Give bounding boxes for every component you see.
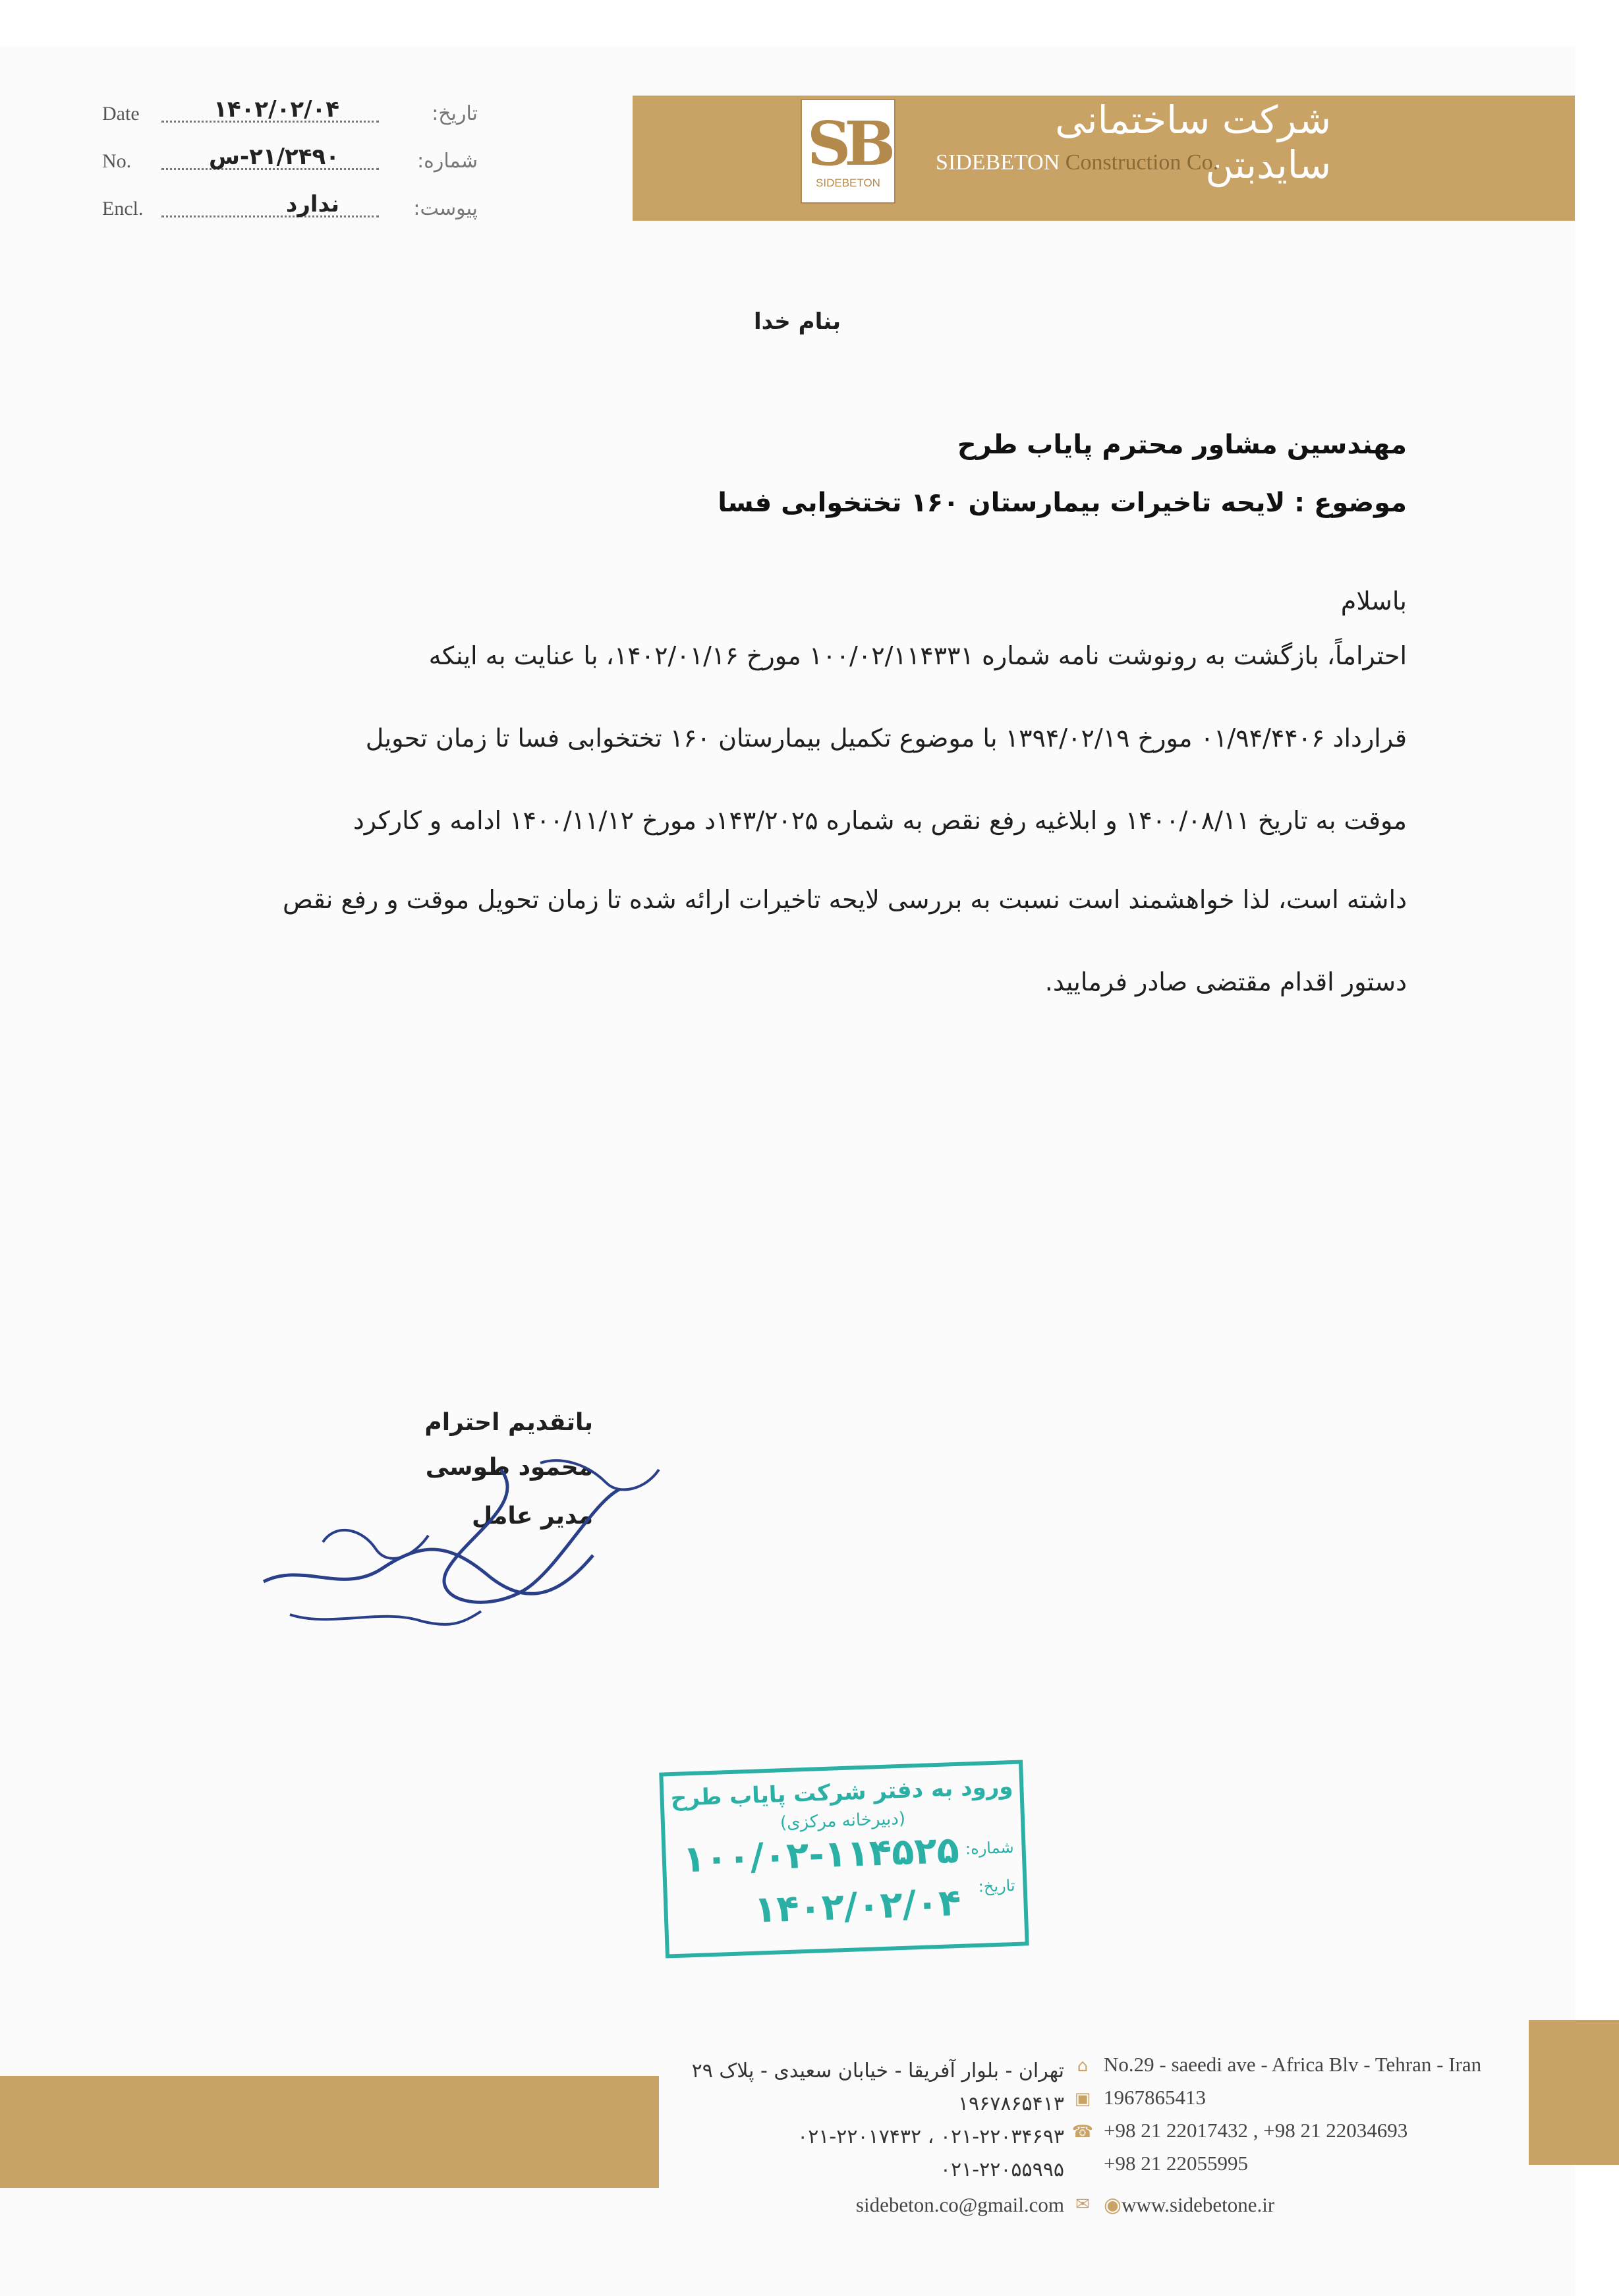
footer-website: [1104, 2193, 1565, 2217]
signer-title: مدیر عامل: [471, 1503, 593, 1530]
body-line: احتراماً، بازگشت به رونوشت نامه شماره ۱۰۰/۰۲/۱۱۴۳۳۱ مورخ ۱۴۰۲/۰۱/۱۶، با عنایت به اینکه: [428, 641, 1407, 670]
footer-address-fa: تهران - بلوار آفریقا - خیابان سعیدی - پلاک ۲۹: [691, 2059, 1064, 2082]
greeting: باسلام: [1340, 587, 1407, 616]
scan-edge: [0, 0, 1619, 46]
footer-phone-fa: ۰۲۱-۲۲۰۳۴۶۹۳ ، ۰۲۱-۲۲۰۱۷۴۳۲: [797, 2125, 1064, 2148]
body-line: قرارداد ۰۱/۹۴/۴۴۰۶ مورخ ۱۳۹۴/۰۲/۱۹ با موضوع تکمیل بیمارستان ۱۶۰ تختخوابی فسا تا زمان تحویل: [365, 724, 1407, 753]
encl-label-en: Encl.: [102, 198, 144, 219]
phone-icon: ☎: [1071, 2122, 1094, 2142]
company-logo: [801, 99, 895, 204]
stamp-number-label: شماره:: [965, 1838, 1015, 1858]
number-label-fa: شماره:: [417, 150, 478, 173]
scan-margin: [1575, 46, 1619, 2296]
body-line: موقت به تاریخ ۱۴۰۰/۰۸/۱۱ و ابلاغیه رفع نقص به شماره ۱۴۳/۲۰۲۵د مورخ ۱۴۰۰/۱۱/۱۲ ادامه و کارکرد: [353, 806, 1407, 835]
home-icon: ⌂: [1077, 2056, 1089, 2076]
stamp-number-value: ۱۰۰/۰۲-۱۱۴۵۲۵: [682, 1828, 960, 1881]
company-name-en: [936, 150, 1331, 175]
footer-fax-en: +98 21 22055995: [1104, 2152, 1248, 2175]
signer-name: محمود طوسی: [425, 1454, 593, 1481]
meta-enclosure-row: [102, 187, 478, 224]
subject-line: موضوع : لایحه تاخیرات بیمارستان ۱۶۰ تختخوابی فسا: [718, 488, 1407, 518]
letter-paper: [0, 46, 1575, 2296]
stamp-date-value: ۱۴۰۲/۰۲/۰۴: [753, 1881, 962, 1932]
date-value: ۱۴۰۲/۰۲/۰۴: [213, 96, 339, 123]
company-name-en-light: Construction Co.: [1065, 150, 1219, 175]
closing: باتقدیم احترام: [424, 1409, 593, 1436]
stamp-subtitle: (دبیرخانه مرکزی): [780, 1808, 906, 1833]
company-name-fa: شرکت ساختمانی سایدبتن: [1055, 98, 1331, 187]
footer-fax-fa: ۰۲۱-۲۲۰۵۵۹۹۵: [940, 2158, 1064, 2181]
stamp-date-label: تاریخ:: [978, 1876, 1016, 1896]
body-line: دستور اقدام مقتضی صادر فرمایید.: [1044, 967, 1407, 996]
meta-date-row: [102, 92, 478, 129]
number-value: ۲۱/۲۴۹۰-س: [209, 144, 339, 170]
email-icon: ✉: [1075, 2195, 1090, 2214]
encl-label-fa: پیوست:: [413, 197, 478, 220]
recipient: مهندسین مشاور محترم پایاب طرح: [957, 430, 1407, 460]
company-name-en-bold: SIDEBETON: [936, 150, 1060, 175]
footer-postal-en: 1967865413: [1104, 2086, 1206, 2109]
footer-address-en: No.29 - saeedi ave - Africa Blv - Tehran - Iran: [1104, 2053, 1482, 2076]
footer-postal-fa: ۱۹۶۷۸۶۵۴۱۳: [957, 2092, 1064, 2115]
bismillah: بنام خدا: [754, 308, 841, 335]
logo-caption: SIDEBETON: [816, 176, 880, 189]
meta-number-row: [102, 140, 478, 177]
globe-icon: ◉: [1104, 2193, 1122, 2216]
date-label-en: Date: [102, 103, 140, 125]
number-label-en: No.: [102, 150, 132, 172]
received-stamp: [659, 1760, 1029, 1958]
website-text: www.sidebetone.ir: [1122, 2193, 1275, 2216]
footer-email: sidebeton.co@gmail.com: [855, 2193, 1064, 2216]
footer-phone-en: +98 21 22017432 , +98 21 22034693: [1104, 2119, 1408, 2142]
date-label-fa: تاریخ:: [432, 102, 478, 125]
encl-value: ندارد: [285, 191, 339, 217]
body-line: داشته است، لذا خواهشمند است نسبت به بررسی لایحه تاخیرات ارائه شده تا زمان تحویل موقت و رفع نقص: [283, 885, 1407, 914]
logo-letters: SB: [807, 107, 890, 179]
stamp-title: ورود به دفتر شرکت پایاب طرح: [669, 1773, 1013, 1812]
mailbox-icon: ▣: [1074, 2089, 1091, 2109]
footer-band: [0, 2076, 659, 2188]
handwritten-signature: [250, 1443, 672, 1661]
